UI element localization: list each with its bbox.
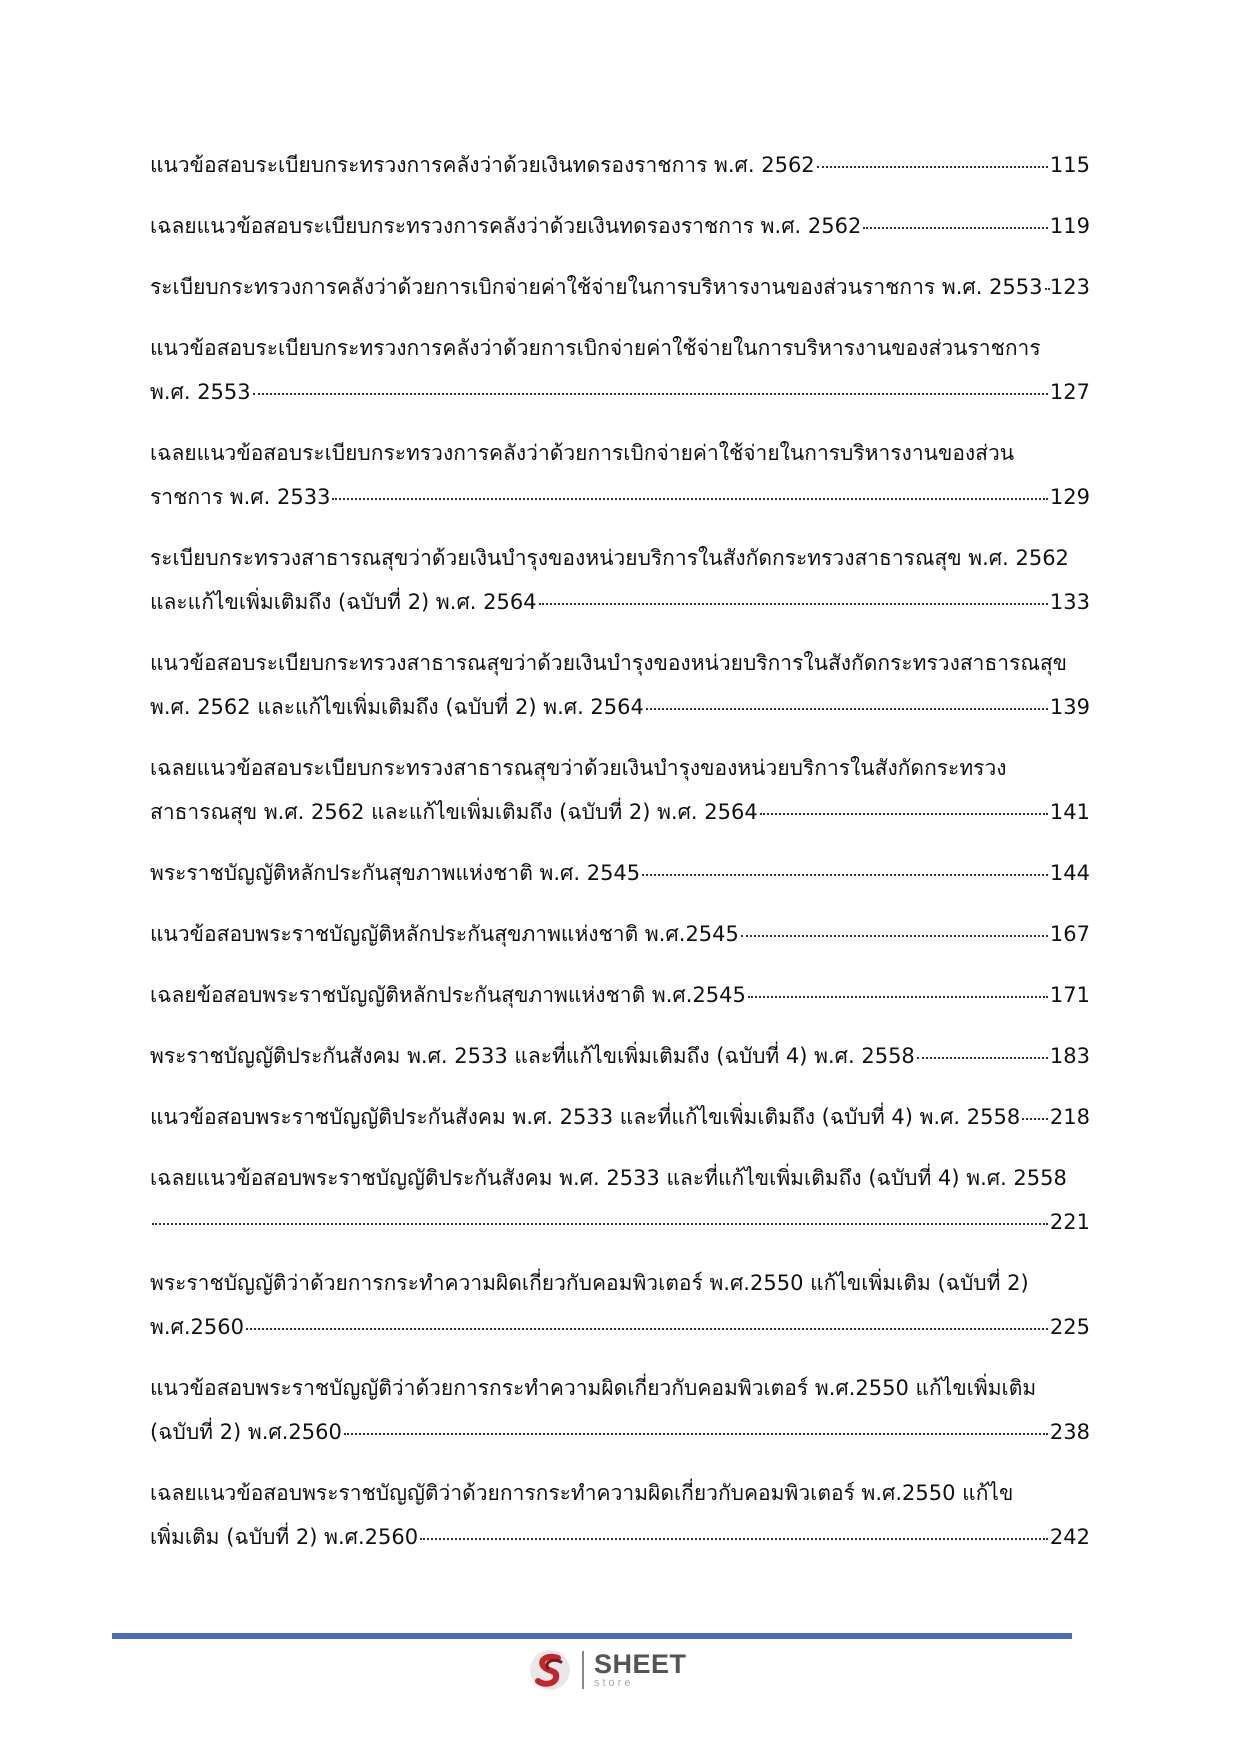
- toc-entry[interactable]: [150, 1268, 1090, 1342]
- dot-leader: [344, 1433, 1048, 1435]
- toc-entry-title: พระราชบัญญัติหลักประกันสุขภาพแห่งชาติ พ.ศ. 2545: [150, 861, 641, 885]
- toc-page-number: 123: [1049, 275, 1090, 299]
- toc-entry-title: พระราชบัญญัติประกันสังคม พ.ศ. 2533 และที่แก้ไขเพิ่มเติมถึง (ฉบับที่ 4) พ.ศ. 2558: [150, 1044, 915, 1068]
- dot-leader: [539, 603, 1048, 605]
- toc-entry[interactable]: [150, 1373, 1090, 1447]
- toc-entry-title: แนวข้อสอบพระราชบัญญัติประกันสังคม พ.ศ. 2533 และที่แก้ไขเพิ่มเติมถึง (ฉบับที่ 4) พ.ศ. 2558: [150, 1105, 1021, 1129]
- logo-subtitle: store: [594, 1677, 634, 1689]
- toc-entry-title: เฉลยข้อสอบพระราชบัญญัติหลักประกันสุขภาพแห่งชาติ พ.ศ.2545: [150, 983, 746, 1007]
- toc-page-number: 129: [1049, 485, 1090, 509]
- dot-leader: [420, 1538, 1048, 1540]
- toc-page-number: 133: [1049, 590, 1090, 614]
- s-logo-icon: [528, 1648, 572, 1692]
- toc-entry-title: ระเบียบกระทรวงสาธารณสุขว่าด้วยเงินบำรุงของหน่วยบริการในสังกัดกระทรวงสาธารณสุข พ.ศ. 2562: [150, 546, 1069, 570]
- toc-entry-title: ราชการ พ.ศ. 2533: [150, 485, 331, 509]
- toc-entry[interactable]: [150, 1102, 1090, 1132]
- toc-page-number: 225: [1049, 1315, 1090, 1339]
- footer-rule: [112, 1633, 1072, 1639]
- dot-leader: [246, 1328, 1048, 1330]
- toc-entry-title: เฉลยแนวข้อสอบระเบียบกระทรวงการคลังว่าด้วยการเบิกจ่ายค่าใช้จ่ายในการบริหารงานของส่วน: [150, 441, 1015, 465]
- toc-entry-title: เฉลยแนวข้อสอบพระราชบัญญัติประกันสังคม พ.ศ. 2533 และที่แก้ไขเพิ่มเติมถึง (ฉบับที่ 4) พ.ศ. 2558: [150, 1166, 1067, 1190]
- dot-leader: [760, 813, 1048, 815]
- dot-leader: [646, 708, 1048, 710]
- toc-page-number: 119: [1049, 214, 1090, 238]
- toc-entry[interactable]: [150, 1478, 1090, 1552]
- toc-page-number: 171: [1049, 983, 1090, 1007]
- dot-leader: [642, 874, 1048, 876]
- toc-entry[interactable]: [150, 648, 1090, 722]
- toc-entry-title: แนวข้อสอบระเบียบกระทรวงสาธารณสุขว่าด้วยเงินบำรุงของหน่วยบริการในสังกัดกระทรวงสาธารณสุข: [150, 651, 1068, 675]
- toc-entry-title: เพิ่มเติม (ฉบับที่ 2) พ.ศ.2560: [150, 1525, 419, 1549]
- toc-entry[interactable]: [150, 333, 1090, 407]
- dot-leader: [152, 1223, 1048, 1225]
- toc-entry-title: แนวข้อสอบระเบียบกระทรวงการคลังว่าด้วยเงินทดรองราชการ พ.ศ. 2562: [150, 153, 815, 177]
- toc-page-number: 238: [1049, 1420, 1090, 1444]
- dot-leader: [332, 498, 1047, 500]
- toc-page-number: 144: [1049, 861, 1090, 885]
- toc-entry[interactable]: [150, 543, 1090, 617]
- toc-entry-title: ระเบียบกระทรวงการคลังว่าด้วยการเบิกจ่ายค่าใช้จ่ายในการบริหารงานของส่วนราชการ พ.ศ. 2553: [150, 275, 1043, 299]
- toc-entry-title: พระราชบัญญัติว่าด้วยการกระทำความผิดเกี่ยวกับคอมพิวเตอร์ พ.ศ.2550 แก้ไขเพิ่มเติม (ฉบับที่ 2): [150, 1271, 1029, 1295]
- toc-entry[interactable]: [150, 211, 1090, 241]
- toc-entry-title: พ.ศ. 2562 และแก้ไขเพิ่มเติมถึง (ฉบับที่ 2) พ.ศ. 2564: [150, 695, 644, 719]
- dot-leader: [817, 166, 1048, 168]
- dot-leader: [863, 227, 1048, 229]
- toc-entry[interactable]: [150, 1163, 1090, 1237]
- logo-divider: [582, 1651, 584, 1689]
- toc-entry-title: พ.ศ.2560: [150, 1315, 244, 1339]
- toc-entry[interactable]: [150, 1041, 1090, 1071]
- toc-entry-title: เฉลยแนวข้อสอบระเบียบกระทรวงสาธารณสุขว่าด้วยเงินบำรุงของหน่วยบริการในสังกัดกระทรวง: [150, 756, 1007, 780]
- toc-entry-title: (ฉบับที่ 2) พ.ศ.2560: [150, 1420, 342, 1444]
- toc-page-number: 218: [1049, 1105, 1090, 1129]
- toc-entry-title: เฉลยแนวข้อสอบระเบียบกระทรวงการคลังว่าด้วยเงินทดรองราชการ พ.ศ. 2562: [150, 214, 862, 238]
- toc-entry-title: แนวข้อสอบระเบียบกระทรวงการคลังว่าด้วยการเบิกจ่ายค่าใช้จ่ายในการบริหารงานของส่วนราชการ: [150, 336, 1041, 360]
- toc-entry[interactable]: [150, 919, 1090, 949]
- dot-leader: [253, 393, 1048, 395]
- sheet-store-logo: [528, 1648, 687, 1692]
- toc-page-number: 242: [1049, 1525, 1090, 1549]
- toc-entry-title: แนวข้อสอบพระราชบัญญัติว่าด้วยการกระทำความผิดเกี่ยวกับคอมพิวเตอร์ พ.ศ.2550 แก้ไขเพิ่มเติม: [150, 1376, 1037, 1400]
- dot-leader: [748, 996, 1048, 998]
- toc-page-number: 127: [1049, 380, 1090, 404]
- toc-entry-title: แนวข้อสอบพระราชบัญญัติหลักประกันสุขภาพแห่งชาติ พ.ศ.2545: [150, 922, 739, 946]
- table-of-contents: [150, 150, 1090, 1583]
- toc-page-number: 167: [1049, 922, 1090, 946]
- toc-entry[interactable]: [150, 980, 1090, 1010]
- toc-entry-title: พ.ศ. 2553: [150, 380, 251, 404]
- dot-leader: [917, 1057, 1048, 1059]
- logo-title: SHEET: [594, 1649, 687, 1679]
- toc-entry-title: และแก้ไขเพิ่มเติมถึง (ฉบับที่ 2) พ.ศ. 2564: [150, 590, 537, 614]
- dot-leader: [1022, 1118, 1048, 1120]
- toc-entry-title: เฉลยแนวข้อสอบพระราชบัญญัติว่าด้วยการกระทำความผิดเกี่ยวกับคอมพิวเตอร์ พ.ศ.2550 แก้ไข: [150, 1481, 1014, 1505]
- dot-leader: [1045, 288, 1048, 290]
- toc-page-number: 115: [1049, 153, 1090, 177]
- toc-entry[interactable]: [150, 150, 1090, 180]
- dot-leader: [741, 935, 1048, 937]
- toc-entry[interactable]: [150, 438, 1090, 512]
- toc-page-number: 183: [1049, 1044, 1090, 1068]
- toc-page-number: 141: [1049, 800, 1090, 824]
- toc-page-number: 139: [1049, 695, 1090, 719]
- toc-entry[interactable]: [150, 858, 1090, 888]
- toc-page-number: 221: [1049, 1210, 1090, 1234]
- toc-entry[interactable]: [150, 753, 1090, 827]
- toc-entry[interactable]: [150, 272, 1090, 302]
- toc-entry-title: สาธารณสุข พ.ศ. 2562 และแก้ไขเพิ่มเติมถึง (ฉบับที่ 2) พ.ศ. 2564: [150, 800, 758, 824]
